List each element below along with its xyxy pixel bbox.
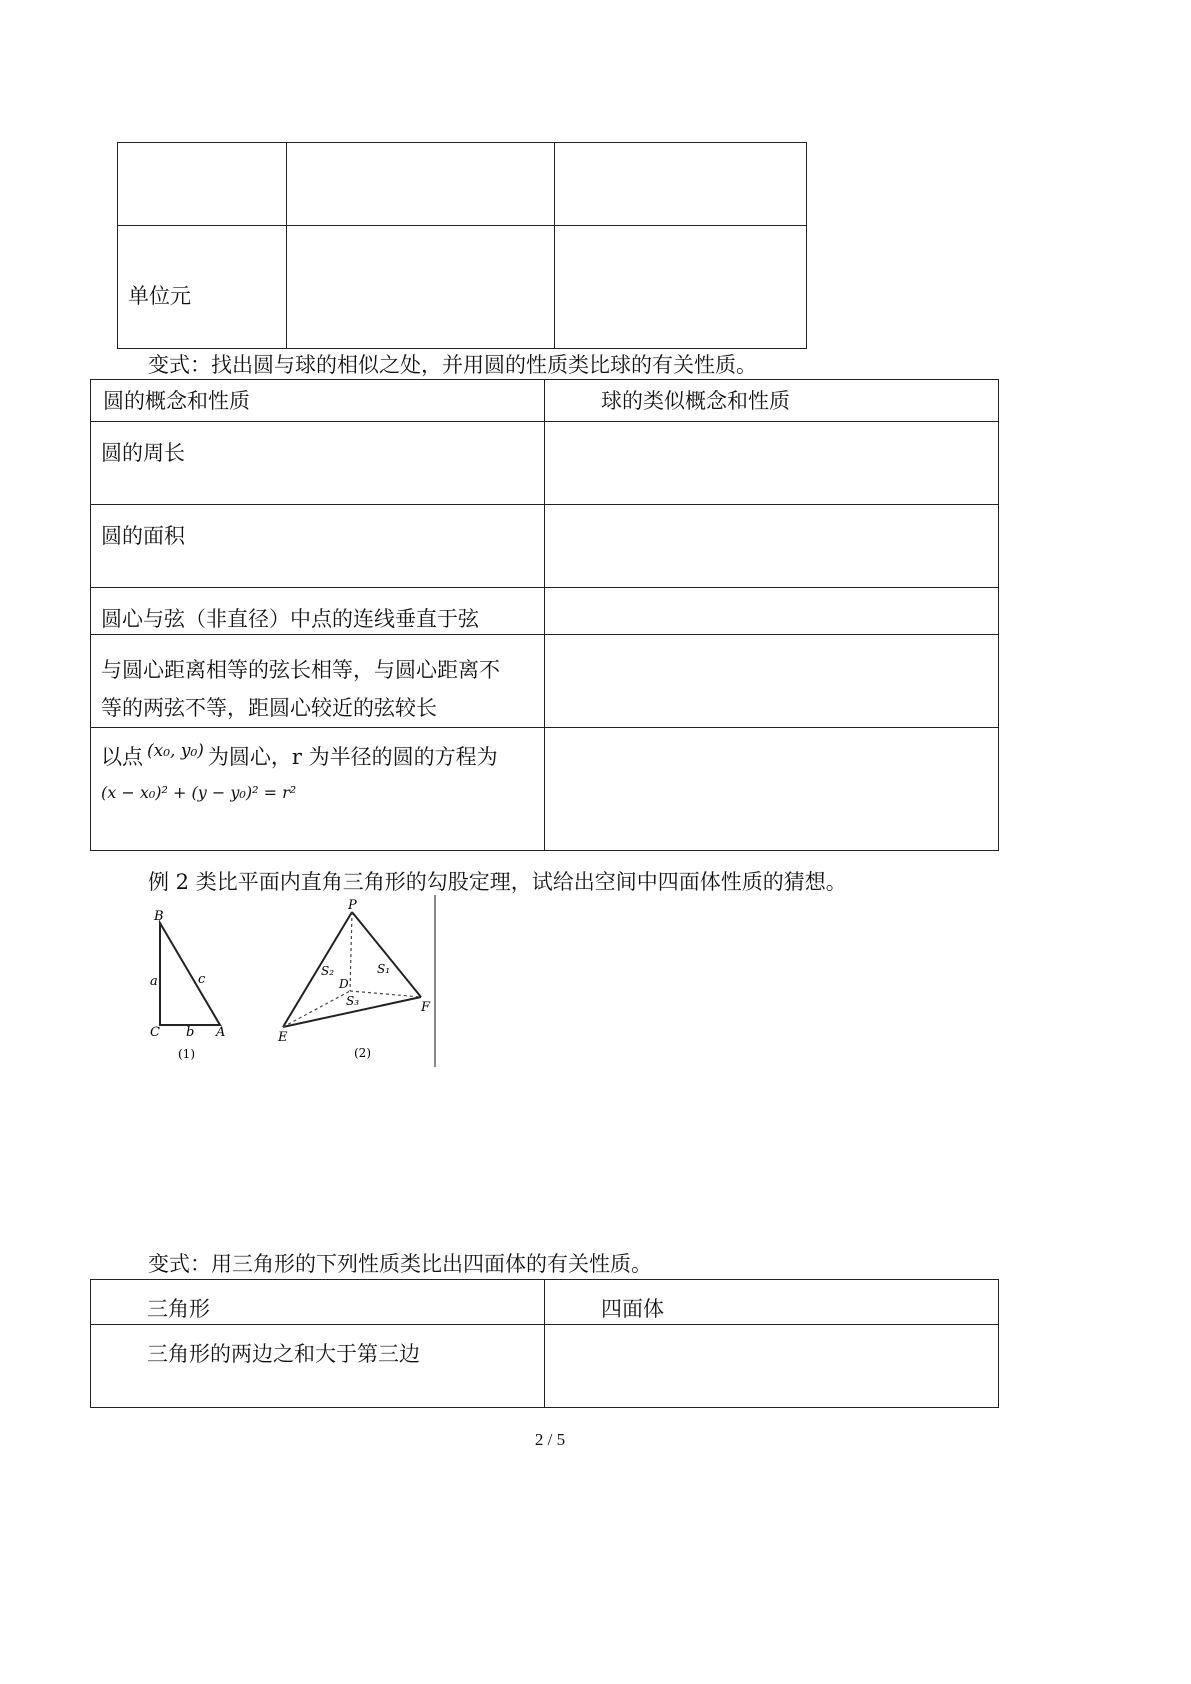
equation-suffix: 为圆心，r 为半径的圆的方程为 — [207, 745, 498, 769]
table-cell — [545, 505, 999, 588]
triangle-tetrahedron-figure — [140, 895, 440, 1070]
table-cell — [118, 143, 287, 226]
table-cell — [91, 728, 545, 851]
header-tetrahedron-text: 四面体 — [601, 1297, 664, 1321]
row-equal-chords — [91, 635, 544, 727]
label-S3: S₃ — [346, 994, 360, 1008]
triangle-tetrahedron-table — [90, 1279, 999, 1408]
circle-equation: (x − x₀)² + (y − y₀)² = r² — [101, 783, 297, 802]
page-number: 2 / 5 — [534, 1430, 566, 1449]
label-c: c — [198, 972, 206, 987]
table-cell — [91, 635, 545, 728]
circle-sphere-table — [90, 379, 999, 851]
row-chord-perpendicular: 圆心与弦（非直径）中点的连线垂直于弦 — [101, 607, 479, 631]
label-D: D — [339, 977, 349, 991]
label-S2: S₂ — [321, 964, 335, 978]
label-B: B — [154, 909, 164, 924]
label-C: C — [150, 1025, 160, 1040]
row-area: 圆的面积 — [101, 524, 185, 548]
right-triangle-figure — [150, 909, 225, 1061]
table-cell — [287, 226, 555, 349]
label-S1: S₁ — [377, 962, 391, 976]
figure2-caption: (2) — [354, 1046, 371, 1060]
example2-text: 例 2 类比平面内直角三角形的勾股定理，试给出空间中四面体性质的猜想。 — [148, 870, 847, 894]
tetrahedron-figure — [277, 895, 435, 1067]
header-triangle-text: 三角形 — [147, 1297, 210, 1321]
table-cell — [545, 635, 999, 728]
header-sphere-text: 球的类似概念和性质 — [601, 389, 790, 413]
header-triangle — [91, 1280, 545, 1325]
label-F: F — [421, 1000, 431, 1015]
row-circle-equation — [91, 728, 544, 808]
comparison-table-top — [117, 142, 807, 349]
table-cell — [545, 422, 999, 505]
table-cell — [118, 226, 287, 349]
table-cell — [91, 588, 545, 635]
table-cell — [555, 226, 807, 349]
table-cell — [91, 422, 545, 505]
label-a: a — [150, 974, 158, 989]
table-cell — [287, 143, 555, 226]
variant1-intro: 变式：找出圆与球的相似之处，并用圆的性质类比球的有关性质。 — [148, 353, 757, 377]
row-circumference: 圆的周长 — [101, 441, 185, 465]
label-E: E — [278, 1030, 288, 1045]
label-P: P — [348, 898, 357, 913]
variant2-intro: 变式：用三角形的下列性质类比出四面体的有关性质。 — [148, 1252, 652, 1276]
header-sphere — [545, 380, 999, 422]
table-cell — [91, 1325, 545, 1408]
label-A: A — [216, 1025, 226, 1040]
table-cell — [545, 588, 999, 635]
unit-element-label: 单位元 — [128, 284, 191, 308]
header-circle-text: 圆的概念和性质 — [103, 389, 250, 413]
table-cell — [545, 728, 999, 851]
header-tetrahedron — [545, 1280, 999, 1325]
row-triangle-inequality: 三角形的两边之和大于第三边 — [147, 1342, 420, 1366]
figure1-caption: (1) — [178, 1047, 195, 1061]
row-equal-chords-line1: 与圆心距离相等的弦长相等，与圆心距离不 — [101, 658, 500, 682]
row-equal-chords-line2: 等的两弦不等，距圆心较近的弦较长 — [101, 696, 437, 720]
table-cell — [91, 505, 545, 588]
equation-prefix: 以点 — [101, 745, 143, 769]
label-b: b — [186, 1025, 195, 1040]
header-circle — [91, 380, 545, 422]
table-cell — [545, 1325, 999, 1408]
center-point: (x₀, y₀) — [147, 741, 204, 761]
table-cell — [555, 143, 807, 226]
